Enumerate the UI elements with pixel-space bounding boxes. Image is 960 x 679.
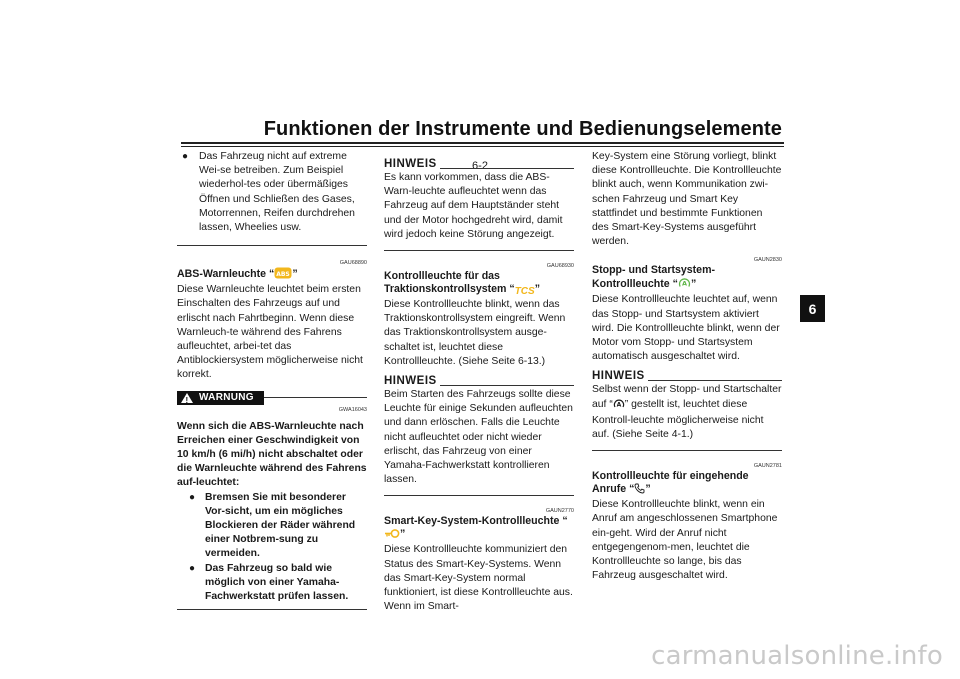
section-code: GAU68930: [546, 263, 574, 270]
header-rule: [181, 142, 784, 144]
section-code: GAUN2781: [753, 463, 782, 470]
warning-bullet-2: ● Das Fahrzeug so bald wie möglich von einer Yamaha-Fachwerkstatt prüfen lassen.: [177, 562, 367, 605]
abs-warning-icon: [274, 267, 292, 283]
stop-start-section-title: Stopp- und Startsystem-Kontrollleuchte “ A ”: [592, 264, 782, 293]
stop-start-description: Diese Kontrollleuchte leuchtet auf, wenn das Stopp- und Startsystem aktiviert wird. Die Kontrollleuchte blinkt, wenn der Motor vom Stopp- und Startsystem automatisch ausgeschaltet wird.: [592, 294, 780, 363]
incoming-call-section-title: Kontrollleuchte für eingehende Anrufe “ ”: [592, 470, 782, 498]
hinweis-heading: HINWEIS: [384, 375, 574, 388]
svg-text:ABS: ABS: [276, 271, 291, 279]
tcs-description: Diese Kontrollleuchte blinkt, wenn das Traktionskontrollsystem eingreift. Wenn das Traktionskontrollsystem ausge-schaltet ist, leuchtet diese Kontrollleuchte. (Siehe Seite 6-13.): [384, 299, 566, 367]
bullet-dot-icon: ●: [189, 562, 196, 574]
hinweis-heading: HINWEIS: [592, 370, 782, 383]
incoming-call-description: Diese Kontrollleuchte blinkt, wenn ein Anruf am angeschlossenen Smartphone ein-geht. Wird der Anruf nicht entgegengenom-men, leuchtet die Kontrollleuchte so lange, bis das Fahrzeug ausgeschaltet wird.: [592, 499, 778, 582]
hinweis-text: Beim Starten des Fahrzeugs sollte diese Leuchte für einige Sekunden aufleuchten und dann erlöschen. Falls die Leuchte nicht aufleuchtet oder nicht wieder erlischt, das Fahrzeug von einer Yamaha-Fachwerkstatt kontrollieren lassen.: [384, 389, 573, 486]
stop-start-indicator-icon: [678, 277, 691, 293]
abs-section-title: ABS-Warnleuchte “ ABS ”: [177, 267, 367, 283]
page-header-title: Funktionen der Instrumente und Bedienungselemente: [263, 118, 782, 140]
smart-key-description-cont: Key-System eine Störung vorliegt, blinkt diese Kontrollleuchte. Die Kontrollleuchte blinkt auch, wenn Kommunikation zwi-schen Fahrzeug und Smart Key stattfindet und bestimmte Funktionen des Smart-Key-Systems ausgeführt werden.: [592, 151, 782, 248]
warning-bullet-1: ● Bremsen Sie mit besonderer Vor-sicht, um ein mögliches Blockieren der Räder während einer Notbrem-sung zu vermeiden.: [177, 491, 367, 562]
chapter-tab: 6: [800, 295, 825, 322]
warning-text: Wenn sich die ABS-Warnleuchte nach Erreichen einer Geschwindigkeit von 10 km/h (6 mi/h) nicht abschaltet oder die Warnleuchte während des Fahrens auf-leuchtet:: [177, 420, 367, 489]
bullet-dot-icon: ●: [189, 491, 196, 503]
smart-key-description: Diese Kontrollleuchte kommuniziert den Status des Smart-Key-Systems. Wenn das Smart-Key-System normal funktioniert, ist diese Kontrollleuchte aus. Wenn im Smart-: [384, 544, 573, 613]
section-code: GAUN2830: [753, 257, 782, 264]
section-code: GAUN2770: [545, 508, 574, 515]
column-left: [177, 150, 367, 610]
header-rule-thin: [181, 146, 784, 147]
phone-icon: [634, 483, 645, 498]
intro-bullet-text: Das Fahrzeug nicht auf extreme Wei-se betreiben. Zum Beispiel wiederhol-tes oder übermäßiges Öffnen und Schließen des Gases, Motorrennen, Reifen durchdrehen lassen, Wheelies usw.: [199, 151, 355, 234]
abs-description: Diese Warnleuchte leuchtet beim ersten Einschalten des Fahrzeugs auf und erlischt nach Fahrtbeginn. Wenn diese Warnleuch-te während des Fahrens aufleuchtet, arbei-tet das Antiblockiersystem möglicherweise nicht korrekt.: [177, 284, 363, 381]
hinweis-end-rule: [384, 495, 574, 496]
stop-start-switch-icon: [613, 398, 625, 414]
section-code: GAU68890: [339, 260, 367, 267]
smart-key-section-title: Smart-Key-System-Kontrollleuchte “”: [384, 515, 574, 543]
hinweis-text: Selbst wenn der Stopp- und Startschalter auf “ A ” gestellt ist, leuchtet diese Kontroll-leuchte möglicherweise nicht auf. (Siehe Seite 4-1.): [592, 384, 782, 441]
warning-code: GWA16043: [338, 406, 367, 413]
svg-text:A: A: [616, 400, 622, 408]
tcs-indicator-icon: TCS: [514, 286, 535, 298]
smart-key-icon: [384, 528, 400, 543]
warning-end-rule: [177, 609, 367, 610]
intro-bullet: [177, 150, 367, 235]
hinweis-end-rule: [384, 250, 574, 251]
hinweis-text: Es kann vorkommen, dass die ABS-Warn-leuchte aufleuchtet wenn das Fahrzeug auf dem Hauptständer steht und der Motor hochgedreht wird, damit wird jedoch keine Störung angezeigt.: [384, 172, 563, 240]
svg-text:A: A: [681, 280, 687, 289]
watermark: carmanualsonline.info: [651, 641, 943, 671]
warning-triangle-icon: [181, 393, 193, 403]
section-divider: [177, 245, 367, 246]
column-middle: [384, 150, 574, 614]
hinweis-heading: HINWEIS: [384, 158, 574, 171]
tcs-section-title: Kontrollleuchte für das Traktionskontrollsystem “TCS”: [384, 270, 540, 298]
warning-badge: ! WARNUNG: [177, 391, 264, 405]
warning-bar: [177, 391, 367, 405]
bullet-dot-icon: ●: [182, 151, 189, 162]
hinweis-end-rule: [592, 450, 782, 451]
page-number: 6-2: [472, 160, 488, 172]
column-right: [592, 150, 782, 583]
